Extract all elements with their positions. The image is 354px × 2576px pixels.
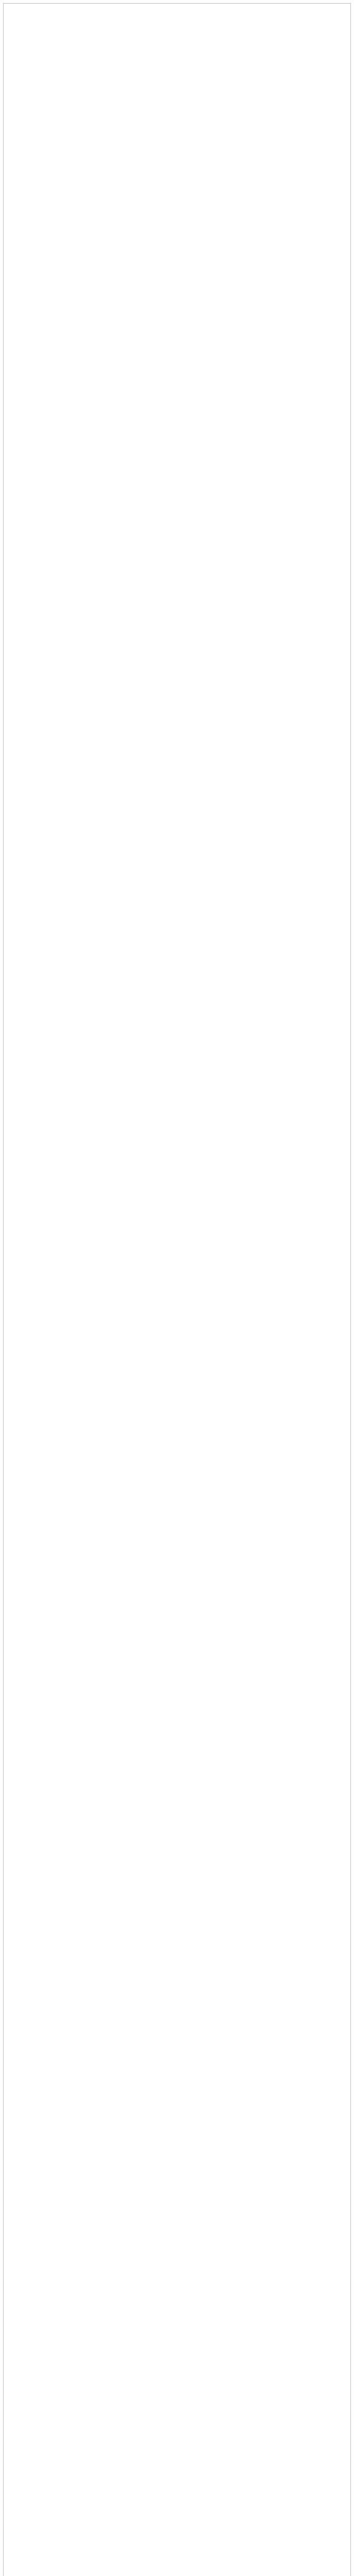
document-table [3, 3, 351, 2576]
